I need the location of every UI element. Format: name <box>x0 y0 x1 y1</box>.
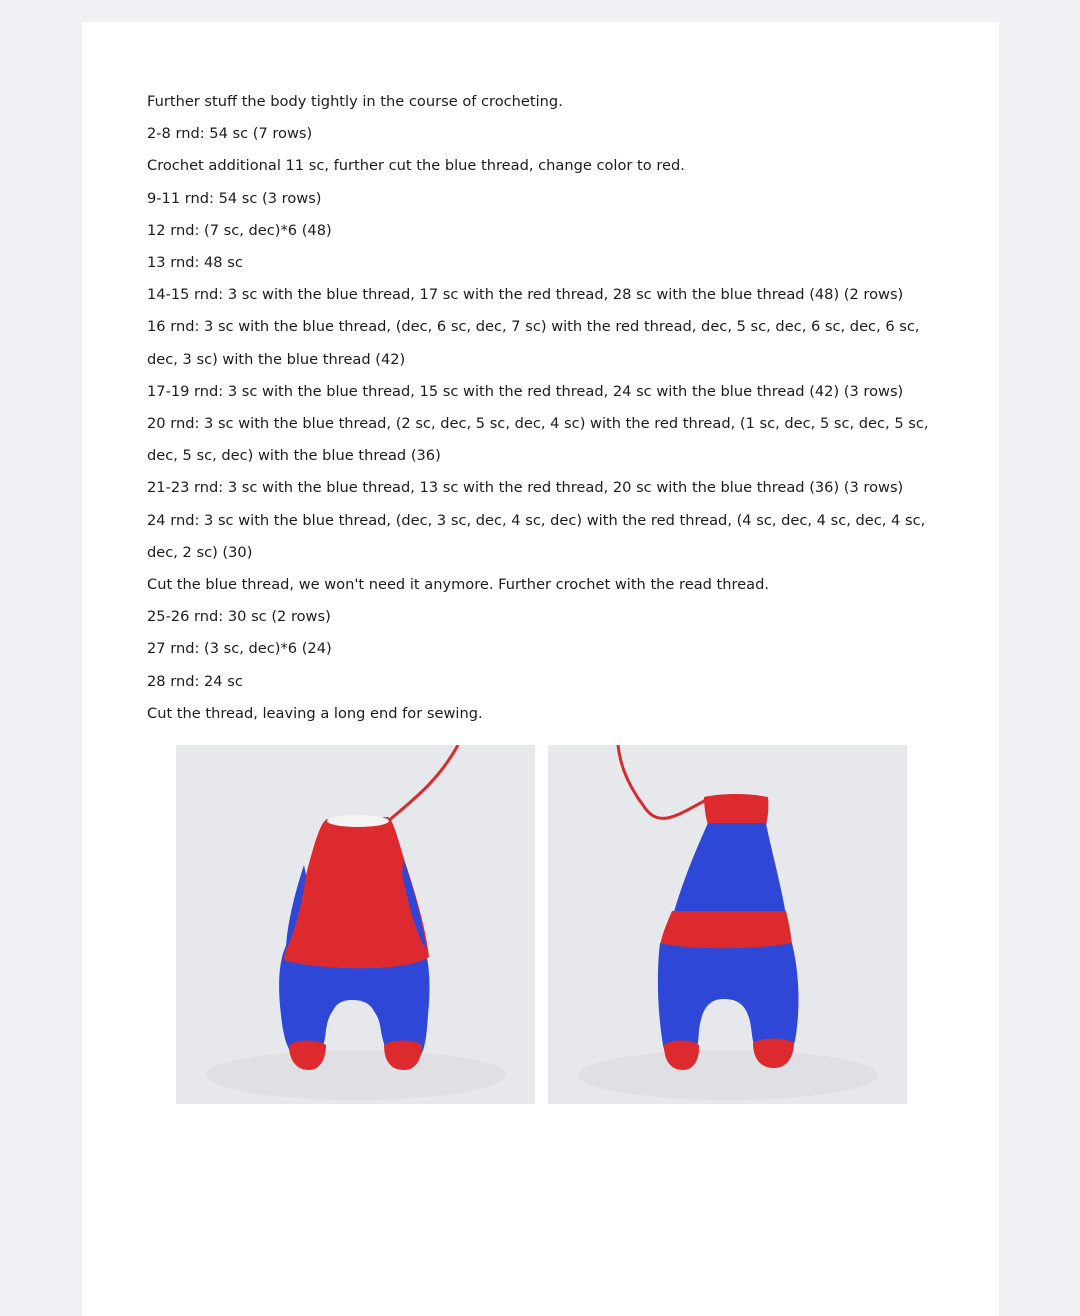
text-line: Cut the thread, leaving a long end for sewing. <box>147 704 483 722</box>
text-line: dec, 2 sc) (30) <box>147 543 253 561</box>
text-line: 28 rnd: 24 sc <box>147 672 243 690</box>
text-line: dec, 5 sc, dec) with the blue thread (36) <box>147 447 441 465</box>
text-line: Crochet additional 11 sc, further cut the blue thread, change color to red. <box>147 157 685 175</box>
pattern-text <box>147 86 947 730</box>
text-line: 27 rnd: (3 sc, dec)*6 (24) <box>147 640 332 658</box>
crochet-body-front-photo <box>548 745 907 1104</box>
crochet-body-back-illustration <box>176 745 535 1104</box>
text-line: Further stuff the body tightly in the course of crocheting. <box>147 93 563 110</box>
text-line: 24 rnd: 3 sc with the blue thread, (dec, 3 sc, dec, 4 sc, dec) with the red thread, (4 sc, dec, 4 sc, dec, 4 sc, <box>147 511 926 529</box>
text-line: Cut the blue thread, we won't need it anymore. Further crochet with the read thread. <box>147 576 770 594</box>
text-line: 12 rnd: (7 sc, dec)*6 (48) <box>147 221 332 239</box>
crochet-body-front-illustration <box>548 745 907 1104</box>
crochet-body-back-photo <box>176 745 535 1104</box>
document-page <box>82 22 999 1316</box>
text-line: 2-8 rnd: 54 sc (7 rows) <box>147 125 313 143</box>
text-line: 20 rnd: 3 sc with the blue thread, (2 sc, dec, 5 sc, dec, 4 sc) with the red thread, (1 sc, dec, 5 sc, dec, 5 sc, <box>147 415 929 433</box>
text-line: 21-23 rnd: 3 sc with the blue thread, 13 sc with the red thread, 20 sc with the blue thread (36) (3 rows) <box>147 479 904 497</box>
text-line: 13 rnd: 48 sc <box>147 254 243 272</box>
text-line: 9-11 rnd: 54 sc (3 rows) <box>147 189 322 207</box>
text-line: 16 rnd: 3 sc with the blue thread, (dec, 6 sc, dec, 7 sc) with the red thread, dec, 5 sc, dec, 6 sc, dec, 6 sc, <box>147 318 920 336</box>
text-line: 17-19 rnd: 3 sc with the blue thread, 15 sc with the red thread, 24 sc with the blue thread (42) (3 rows) <box>147 382 904 400</box>
text-line: 14-15 rnd: 3 sc with the blue thread, 17 sc with the red thread, 28 sc with the blue thread (48) (2 rows) <box>147 286 904 304</box>
text-line: dec, 3 sc) with the blue thread (42) <box>147 350 406 368</box>
text-line: 25-26 rnd: 30 sc (2 rows) <box>147 608 331 626</box>
